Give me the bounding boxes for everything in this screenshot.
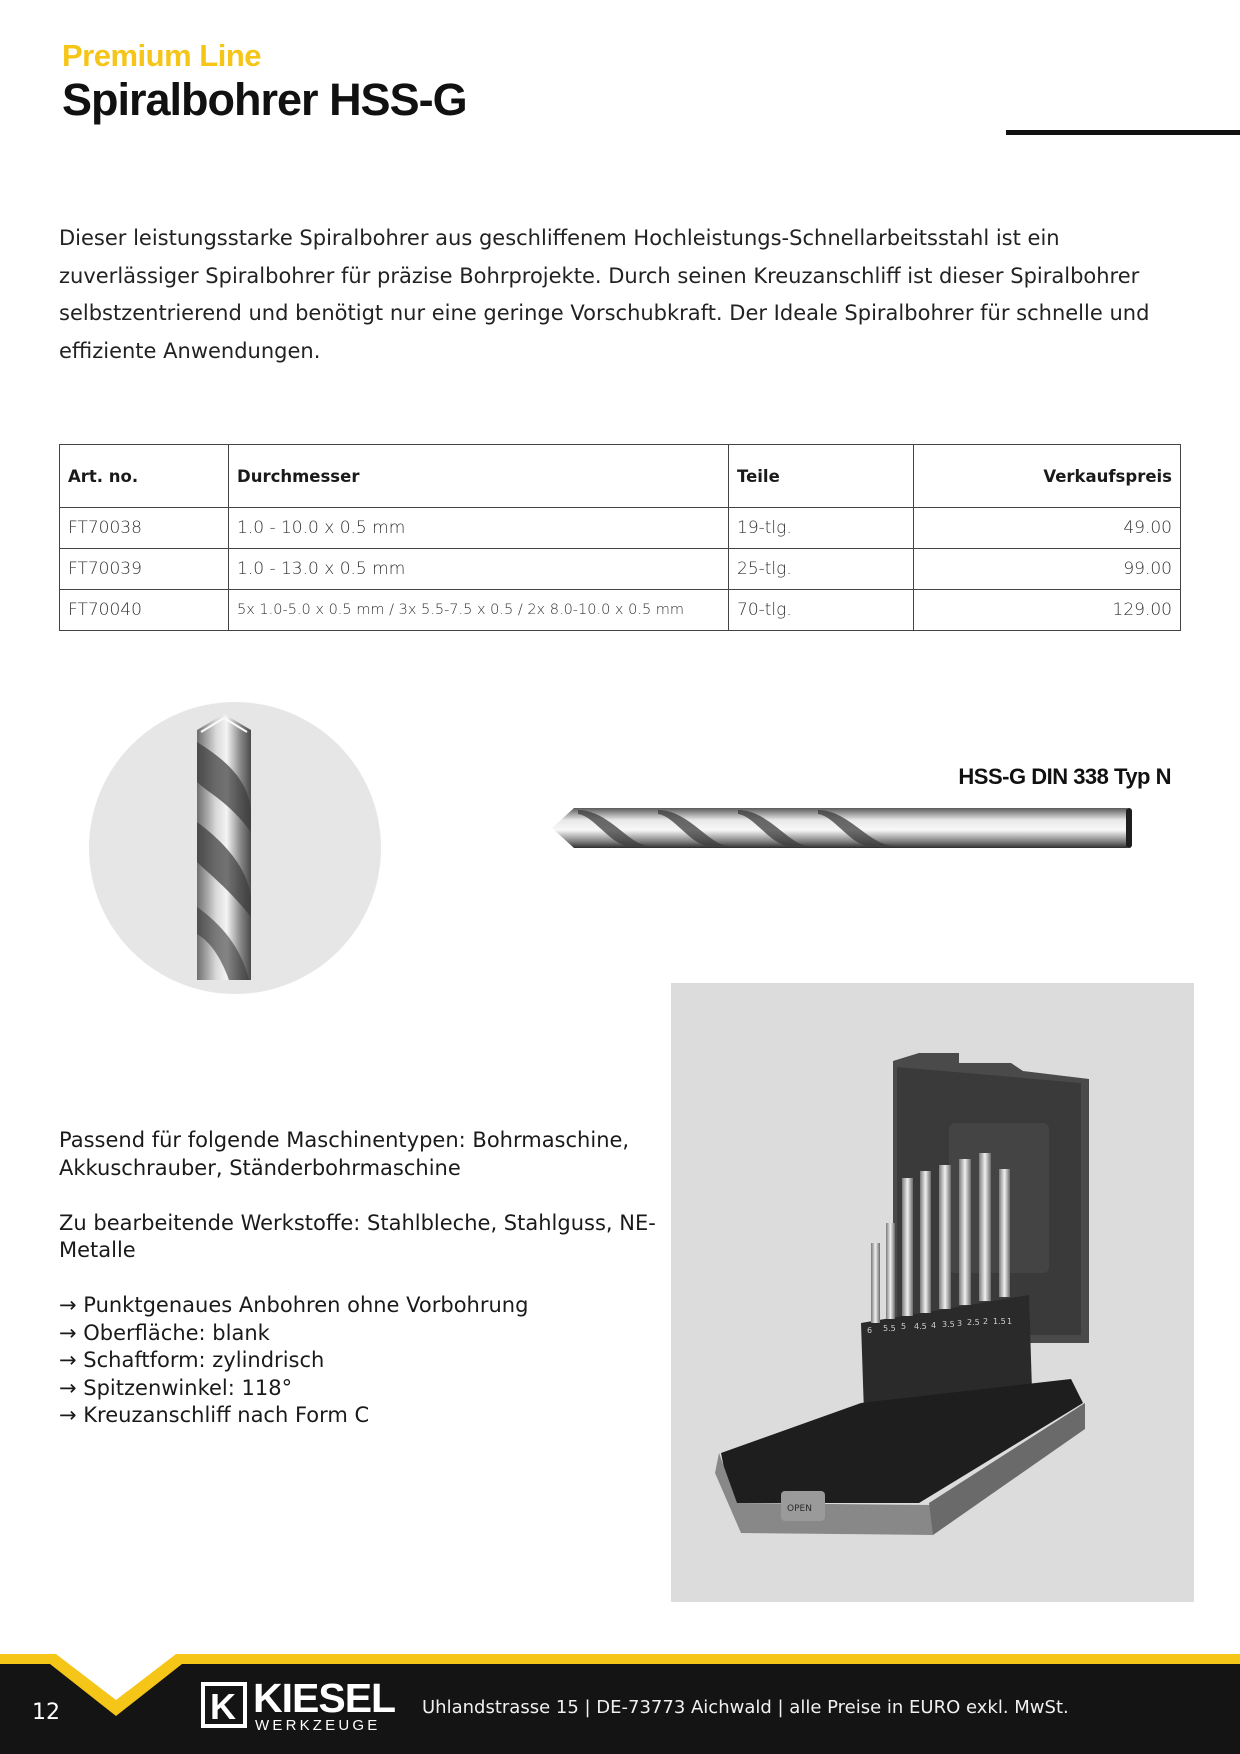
logo-name: KIESEL [253,1675,396,1721]
feature-list [59,1292,659,1430]
list-item: → Oberfläche: blank [59,1320,270,1345]
list-item: → Punktgenaues Anbohren ohne Vorbohrung [59,1293,529,1317]
title-rule [1006,130,1240,135]
list-item: → Kreuzanschliff nach Form C [59,1403,370,1427]
cell-diameter: 5x 1.0-5.0 x 0.5 mm / 3x 5.5-7.5 x 0.5 / 2x 8.0-10.0 x 0.5 mm [229,590,729,631]
cell-parts: 70-tlg. [729,590,914,631]
case-size-label: 2 [983,1317,989,1326]
list-item: → Spitzenwinkel: 118° [59,1375,293,1400]
cell-art-no: FT70039 [60,549,229,590]
kiesel-logo [201,1675,396,1736]
cell-price: 49.00 [914,508,1181,549]
case-brand-label: OPEN [787,1504,812,1514]
table-header-row [60,445,1181,508]
spec-section [59,1127,659,1430]
column-header-parts: Teile [729,445,914,508]
cell-art-no: FT70040 [60,590,229,631]
page-title: Spiralbohrer HSS-G [62,74,467,125]
cell-art-no: FT70038 [60,508,229,549]
footer-info: Uhlandstrasse 15 | DE-73773 Aichwald | alle Preise in EURO exkl. MwSt. [422,1697,1069,1718]
case-size-label: 3 [957,1319,963,1328]
drill-tip-photo [89,702,381,994]
case-size-label: 1 [1007,1317,1013,1326]
case-size-label: 1.5 [993,1317,1006,1326]
cell-price: 99.00 [914,549,1181,590]
cell-price: 129.00 [914,590,1181,631]
machine-types-text: Passend für folgende Maschinentypen: Bohrmaschine, Akkuschrauber, Ständerbohrmaschine [59,1128,630,1180]
drill-standard-label: HSS-G DIN 338 Typ N [958,764,1171,789]
logo-subtitle: WERKZEUGE [255,1717,381,1734]
table-row [60,508,1181,549]
drill-tip-illustration [89,702,381,994]
drill-case-illustration [671,983,1194,1602]
table-row [60,590,1181,631]
product-table [59,444,1181,631]
materials-text: Zu bearbeitende Werkstoffe: Stahlbleche, Stahlguss, NE-Metalle [59,1210,656,1262]
case-size-label: 5 [901,1322,907,1331]
case-size-label: 5.5 [883,1324,896,1333]
cell-diameter: 1.0 - 13.0 x 0.5 mm [229,549,729,590]
case-size-label: 6 [867,1326,873,1335]
column-header-price: Verkaufspreis [914,445,1181,508]
case-size-label: 4.5 [914,1322,927,1331]
table-row [60,549,1181,590]
case-size-label: 3.5 [942,1320,955,1329]
list-item: → Schaftform: zylindrisch [59,1348,325,1372]
drill-side-view [548,800,1136,856]
column-header-art-no: Art. no. [60,445,229,508]
cell-parts: 19-tlg. [729,508,914,549]
case-size-label: 2.5 [967,1318,980,1327]
drill-set-case-photo [671,983,1194,1602]
cell-parts: 25-tlg. [729,549,914,590]
intro-paragraph: Dieser leistungsstarke Spiralbohrer aus geschliffenem Hochleistungs-Schnellarbeitsstahl ist ein zuverlässiger Spiralbohrer für präzise Bohrprojekte. Durch seinen Kreuzanschliff ist dieser Spiralbohrer selbstzentrierend und benötigt nur eine geringe Vorschubkraft. Der Ideale Spiralbohrer für schnelle und effiziente Anwendungen. [59,226,1150,363]
page-number: 12 [32,1700,60,1725]
logo-k-icon [201,1682,247,1728]
column-header-diameter: Durchmesser [229,445,729,508]
kicker-premium-line: Premium Line [62,38,261,73]
case-size-label: 4 [931,1321,937,1330]
cell-diameter: 1.0 - 10.0 x 0.5 mm [229,508,729,549]
logo-k-letter: K [210,1686,236,1727]
